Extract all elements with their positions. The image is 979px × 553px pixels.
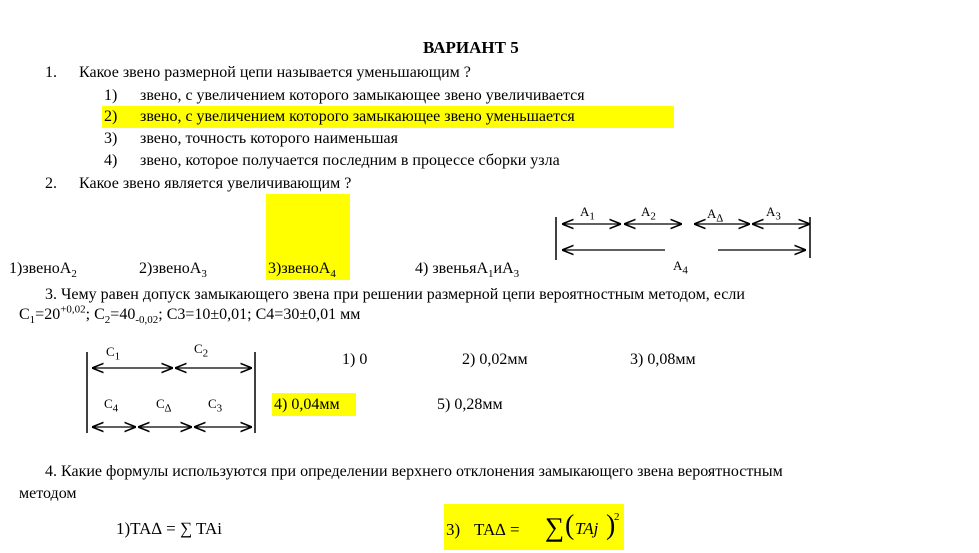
q4-formula-1: 1)TA∆ = ∑ TAi — [116, 519, 223, 538]
label-a-delta: $A_\Delta$ — [707, 206, 724, 225]
q2-option-4: 4) $звеньяA_1иA_3$ — [415, 260, 520, 281]
exponent-2: 2 — [614, 511, 620, 523]
q1-opt1-num: 1) — [104, 87, 118, 104]
label-c2: $C_2$ — [194, 341, 209, 360]
label-c1: $C_1$ — [106, 344, 121, 363]
q3-answer-4: 4) 0,04мм — [274, 396, 340, 413]
q3-text-line2: $C_1=20^{+0,02}$; $C_2=40_{-0,02}$; C3=10±0,01; C4=30±0,01 мм — [19, 303, 361, 327]
q1-opt3-text: звено, точность которого наименьшая — [140, 130, 398, 147]
q1-opt2-num: 2) — [104, 108, 118, 125]
label-c-delta: $C_\Delta$ — [156, 396, 172, 415]
open-paren: ( — [565, 510, 575, 541]
q1-opt4-num: 4) — [104, 152, 118, 169]
q3-answer-5: 5) 0,28мм — [437, 396, 503, 413]
close-paren: ) — [606, 510, 616, 541]
q3-answer-1: 1) 0 — [342, 351, 368, 368]
q1-opt4-text: звено, которое получается последним в процессе сборки узла — [140, 152, 560, 169]
q1-text: Какое звено размерной цепи называется уменьшающим ? — [79, 64, 471, 81]
label-a4: $A_4$ — [673, 258, 688, 277]
q4-formula-3-num: 3) — [446, 520, 461, 539]
label-c4: $C_4$ — [104, 396, 119, 415]
label-c3: $C_3$ — [208, 396, 223, 415]
q1-number: 1. — [45, 64, 57, 81]
q2-option-2: 2)звеноA$_3$ — [139, 260, 207, 281]
q2-option-1: 1)звеноA$_2$ — [9, 260, 77, 281]
label-a2: $A_2$ — [641, 204, 656, 223]
q3-answer-2: 2) 0,02мм — [462, 351, 528, 368]
q4-text-line2: методом — [19, 485, 77, 502]
q2-option-3: 3)звеноA$_4$ — [268, 260, 336, 281]
q3-answer-3: 3) 0,08мм — [630, 351, 696, 368]
label-a3: $A_3$ — [766, 204, 781, 223]
q1-opt2-text: звено, с увеличением которого замыкающее звено уменьшается — [140, 108, 575, 125]
q4-text-line1: 4. Какие формулы используются при определении верхнего отклонения замыкающего звена вероятностным — [45, 463, 783, 480]
q2-text: Какое звено является увеличивающим ? — [79, 175, 352, 192]
page-title: ВАРИАНТ 5 — [423, 38, 519, 57]
q4-formula-3-lhs: TA∆ = — [474, 520, 520, 539]
q4-formula-3-expr: TAj — [575, 519, 599, 538]
q1-opt3-num: 3) — [104, 130, 118, 147]
q1-opt1-text: звено, с увеличением которого замыкающее звено увеличивается — [140, 87, 585, 104]
q3-text-line1: 3. Чему равен допуск замыкающего звена при решении размерной цепи вероятностным методом, если — [45, 286, 745, 303]
q2-number: 2. — [45, 175, 57, 192]
label-a1: $A_1$ — [580, 204, 595, 223]
sum-symbol: ∑ — [545, 512, 565, 542]
